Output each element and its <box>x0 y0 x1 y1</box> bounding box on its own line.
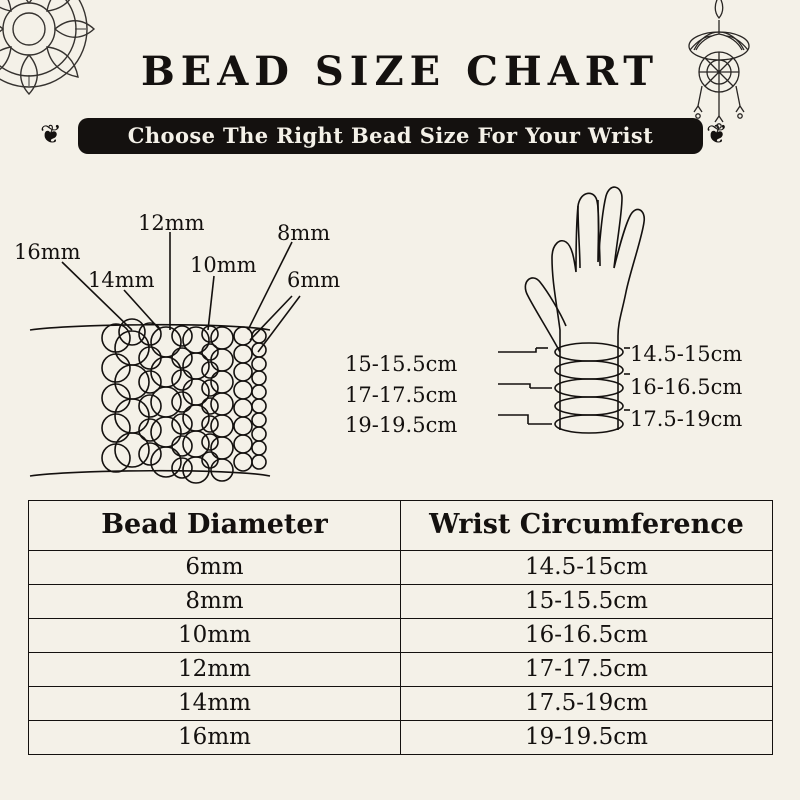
cell-wrist-circumference: 14.5-15cm <box>401 551 773 585</box>
cell-bead-diameter: 8mm <box>29 585 401 619</box>
cell-wrist-circumference: 17.5-19cm <box>401 687 773 721</box>
cell-bead-diameter: 16mm <box>29 721 401 755</box>
cell-bead-diameter: 10mm <box>29 619 401 653</box>
table-row <box>29 551 773 585</box>
wrist-label-right-1: 14.5-15cm <box>630 342 743 366</box>
table-row <box>29 619 773 653</box>
cell-wrist-circumference: 19-19.5cm <box>401 721 773 755</box>
size-table <box>28 500 773 755</box>
wrist-label-right-2: 16-16.5cm <box>630 375 743 399</box>
table-row <box>29 585 773 619</box>
cell-bead-diameter: 12mm <box>29 653 401 687</box>
table-row <box>29 687 773 721</box>
cell-wrist-circumference: 16-16.5cm <box>401 619 773 653</box>
wrist-label-left-2: 17-17.5cm <box>345 383 458 407</box>
bead-label-6mm: 6mm <box>287 268 341 292</box>
table-header-row <box>29 501 773 551</box>
subtitle-banner <box>78 118 703 154</box>
cell-wrist-circumference: 15-15.5cm <box>401 585 773 619</box>
cell-wrist-circumference: 17-17.5cm <box>401 653 773 687</box>
wrist-label-left-1: 15-15.5cm <box>345 352 458 376</box>
flourish-right-icon: ❦ <box>706 120 728 150</box>
wrist-label-right-3: 17.5-19cm <box>630 407 743 431</box>
bead-label-14mm: 14mm <box>88 268 155 292</box>
table-row <box>29 721 773 755</box>
cell-bead-diameter: 14mm <box>29 687 401 721</box>
wrist-label-left-3: 19-19.5cm <box>345 413 458 437</box>
bead-label-10mm: 10mm <box>190 253 257 277</box>
subtitle-text: Choose The Right Bead Size For Your Wrist <box>78 118 703 154</box>
bead-label-16mm: 16mm <box>14 240 81 264</box>
table-row <box>29 653 773 687</box>
bead-label-8mm: 8mm <box>277 221 331 245</box>
header-bead-diameter: Bead Diameter <box>29 501 401 551</box>
page-title: BEAD SIZE CHART <box>140 48 660 95</box>
flourish-left-icon: ❦ <box>40 120 62 150</box>
bead-label-12mm: 12mm <box>138 211 205 235</box>
header-wrist-circumference: Wrist Circumference <box>401 501 773 551</box>
cell-bead-diameter: 6mm <box>29 551 401 585</box>
